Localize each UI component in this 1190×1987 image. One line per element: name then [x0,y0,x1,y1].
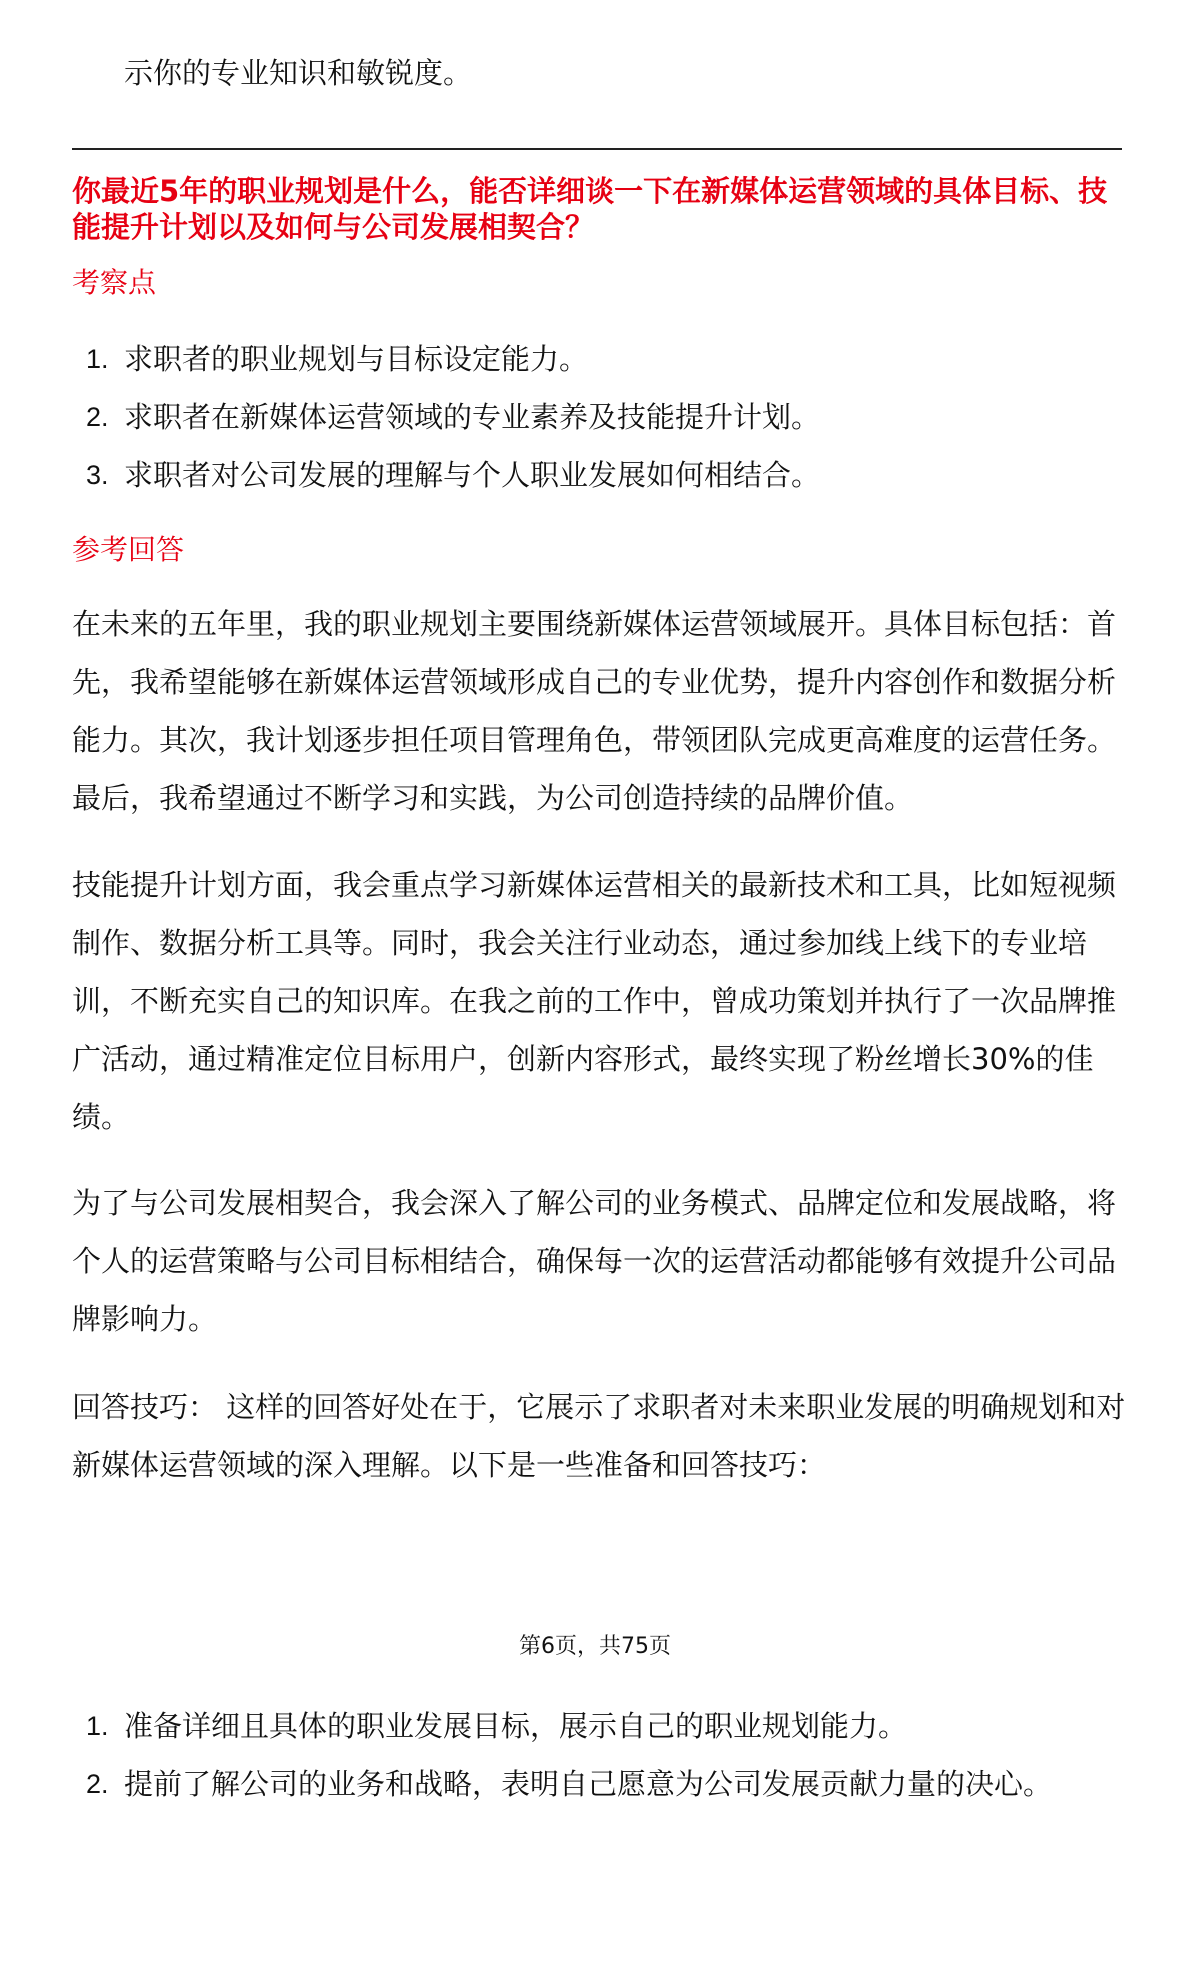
paragraph-line: 在未来的五年里，我的职业规划主要围绕新媒体运营领域展开。具体目标包括：首 [72,607,1117,641]
question-line: 你最近5年的职业规划是什么，能否详细谈一下在新媒体运营领域的具体目标、技 [72,174,1108,208]
list-item [72,1697,1152,1755]
paragraph-line: 能力。其次，我计划逐步担任项目管理角色，带领团队完成更高难度的运营任务。 [72,723,1117,757]
list-text: 求职者对公司发展的理解与个人职业发展如何相结合。 [124,458,821,492]
tips-list [72,1697,1152,1813]
section-divider [72,148,1122,150]
continued-list-text: 示你的专业知识和敏锐度。 [124,56,473,90]
list-text: 提前了解公司的业务和战略，表明自己愿意为公司发展贡献力量的决心。 [124,1767,1053,1801]
list-item [72,446,1152,504]
paragraph-line: 绩。 [72,1100,131,1134]
question-line: 能提升计划以及如何与公司发展相契合？ [72,210,595,244]
list-item [72,1755,1152,1813]
answer-paragraph [72,856,1152,1146]
list-item [72,388,1152,446]
paragraph-line: 回答技巧： 这样的回答好处在于，它展示了求职者对未来职业发展的明确规划和对 [72,1390,1126,1424]
assessment-list [72,330,1152,504]
answer-paragraph [72,1174,1152,1348]
paragraph-line: 新媒体运营领域的深入理解。以下是一些准备和回答技巧： [72,1448,827,1482]
list-text: 求职者在新媒体运营领域的专业素养及技能提升计划。 [124,400,821,434]
list-number: 2. [86,1769,109,1799]
assessment-heading: 考察点 [72,266,157,299]
tips-paragraph [72,1378,1152,1494]
list-text: 准备详细且具体的职业发展目标，展示自己的职业规划能力。 [124,1709,908,1743]
paragraph-line: 为了与公司发展相契合，我会深入了解公司的业务模式、品牌定位和发展战略，将 [72,1186,1117,1220]
paragraph-line: 个人的运营策略与公司目标相结合，确保每一次的运营活动都能够有效提升公司品 [72,1244,1117,1278]
list-item [72,330,1152,388]
paragraph-line: 牌影响力。 [72,1302,218,1336]
paragraph-line: 最后，我希望通过不断学习和实践，为公司创造持续的品牌价值。 [72,781,914,815]
answer-paragraph [72,595,1152,827]
list-text: 求职者的职业规划与目标设定能力。 [124,342,589,376]
paragraph-line: 技能提升计划方面，我会重点学习新媒体运营相关的最新技术和工具，比如短视频 [72,868,1117,902]
paragraph-line: 先，我希望能够在新媒体运营领域形成自己的专业优势，提升内容创作和数据分析 [72,665,1117,699]
question-title [72,173,1152,245]
answer-heading: 参考回答 [72,533,185,566]
page-number-footer: 第6页，共75页 [519,1634,671,1659]
list-number: 2. [86,402,109,432]
list-number: 1. [86,1711,109,1741]
paragraph-line: 广活动，通过精准定位目标用户，创新内容形式，最终实现了粉丝增长30%的佳 [72,1042,1094,1076]
list-number: 1. [86,344,109,374]
list-number: 3. [86,460,109,490]
paragraph-line: 训，不断充实自己的知识库。在我之前的工作中，曾成功策划并执行了一次品牌推 [72,984,1117,1018]
paragraph-line: 制作、数据分析工具等。同时，我会关注行业动态，通过参加线上线下的专业培 [72,926,1088,960]
